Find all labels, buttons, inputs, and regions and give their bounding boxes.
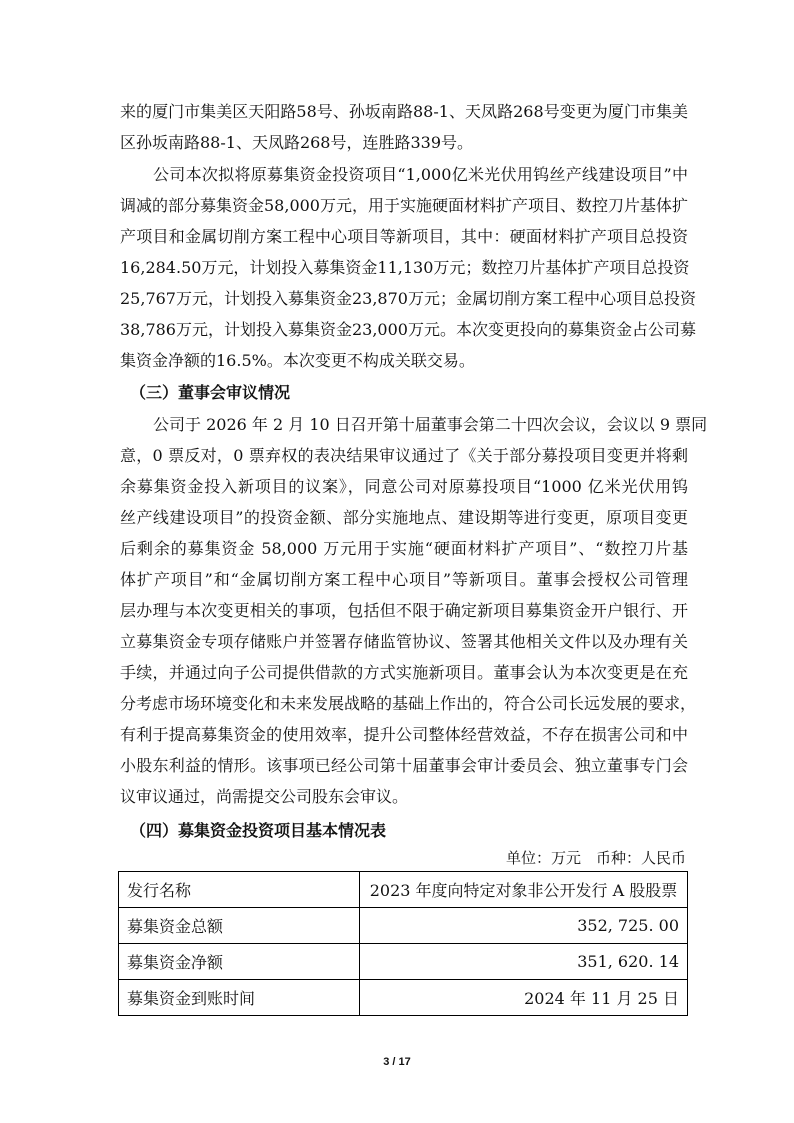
text-line: 议审议通过，尚需提交公司股东会审议。: [120, 787, 409, 806]
text-line: 意，0 票反对，0 票弃权的表决结果审议通过了《关于部分募投项目变更并将剩: [120, 446, 688, 465]
page-number: 3 / 17: [383, 1056, 411, 1068]
row-label: 募集资金到账时间: [119, 980, 360, 1016]
text-line: 手续，并通过向子公司提供借款的方式实施新项目。董事会认为本次变更是在充: [120, 663, 688, 682]
text-line: 集资金净额的16.5%。本次变更不构成关联交易。: [120, 351, 475, 370]
text-line: 立募集资金专项存储账户并签署存储监管协议、签署其他相关文件以及办理有关: [120, 632, 688, 651]
text-line: 25,767万元，计划投入募集资金23,870万元；金属切削方案工程中心项目总投资: [120, 289, 696, 308]
text-line: 层办理与本次变更相关的事项，包括但不限于确定新项目募集资金开户银行、开: [120, 601, 688, 620]
row-value: 351, 620. 14: [360, 944, 688, 980]
text-line: 38,786万元，计划投入募集资金23,000万元。本次变更投向的募集资金占公司募: [120, 320, 696, 339]
text-line: 余募集资金投入新项目的议案》，同意公司对原募投项目“1000 亿米光伏用钨: [120, 477, 688, 496]
section-heading-fund-table: （四）募集资金投资项目基本情况表: [130, 821, 387, 840]
text-line: 来的厦门市集美区天阳路58号、孙坂南路88-1、天凤路268号变更为厦门市集美: [120, 102, 688, 121]
table-row: [119, 872, 688, 908]
text-line: 调减的部分募集资金58,000万元，用于实施硬面材料扩产项目、数控刀片基体扩: [120, 196, 688, 215]
text-line: 小股东利益的情形。该事项已经公司第十届董事会审计委员会、独立董事专门会: [120, 756, 688, 775]
row-label: 募集资金净额: [119, 944, 360, 980]
section-heading-board-review: （三）董事会审议情况: [130, 383, 291, 402]
unit-note: 单位：万元 币种：人民币: [505, 849, 686, 867]
text-line: 产项目和金属切削方案工程中心项目等新项目，其中：硬面材料扩产项目总投资: [120, 227, 688, 246]
table-row: [119, 980, 688, 1016]
row-value: 2024 年 11 月 25 日: [360, 980, 688, 1016]
row-label: 募集资金总额: [119, 908, 360, 944]
text-line: 后剩余的募集资金 58,000 万元用于实施“硬面材料扩产项目”、“数控刀片基: [120, 539, 688, 558]
row-value: 2023 年度向特定对象非公开发行 A 股股票: [360, 872, 688, 908]
row-label: 发行名称: [119, 872, 360, 908]
text-line: 公司本次拟将原募集资金投资项目“1,000亿米光伏用钨丝产线建设项目”中: [153, 165, 688, 184]
text-line: 分考虑市场环境变化和未来发展战略的基础上作出的，符合公司长远发展的要求，: [120, 694, 697, 713]
text-line: 丝产线建设项目”的投资金额、部分实施地点、建设期等进行变更，原项目变更: [120, 508, 688, 527]
text-line: 区孙坂南路88-1、天凤路268号，连胜路339号。: [120, 133, 474, 152]
text-line: 公司于 2026 年 2 月 10 日召开第十届董事会第二十四次会议，会议以 9 票同: [153, 415, 708, 434]
text-line: 有利于提高募集资金的使用效率，提升公司整体经营效益，不存在损害公司和中: [120, 725, 688, 744]
row-value: 352, 725. 00: [360, 908, 688, 944]
fund-info-table: [118, 871, 688, 1016]
text-line: 16,284.50万元，计划投入募集资金11,130万元；数控刀片基体扩产项目总投资: [120, 258, 690, 277]
text-line: 体扩产项目”和“金属切削方案工程中心项目”等新项目。董事会授权公司管理: [120, 570, 688, 589]
table-row: [119, 944, 688, 980]
table-row: [119, 908, 688, 944]
